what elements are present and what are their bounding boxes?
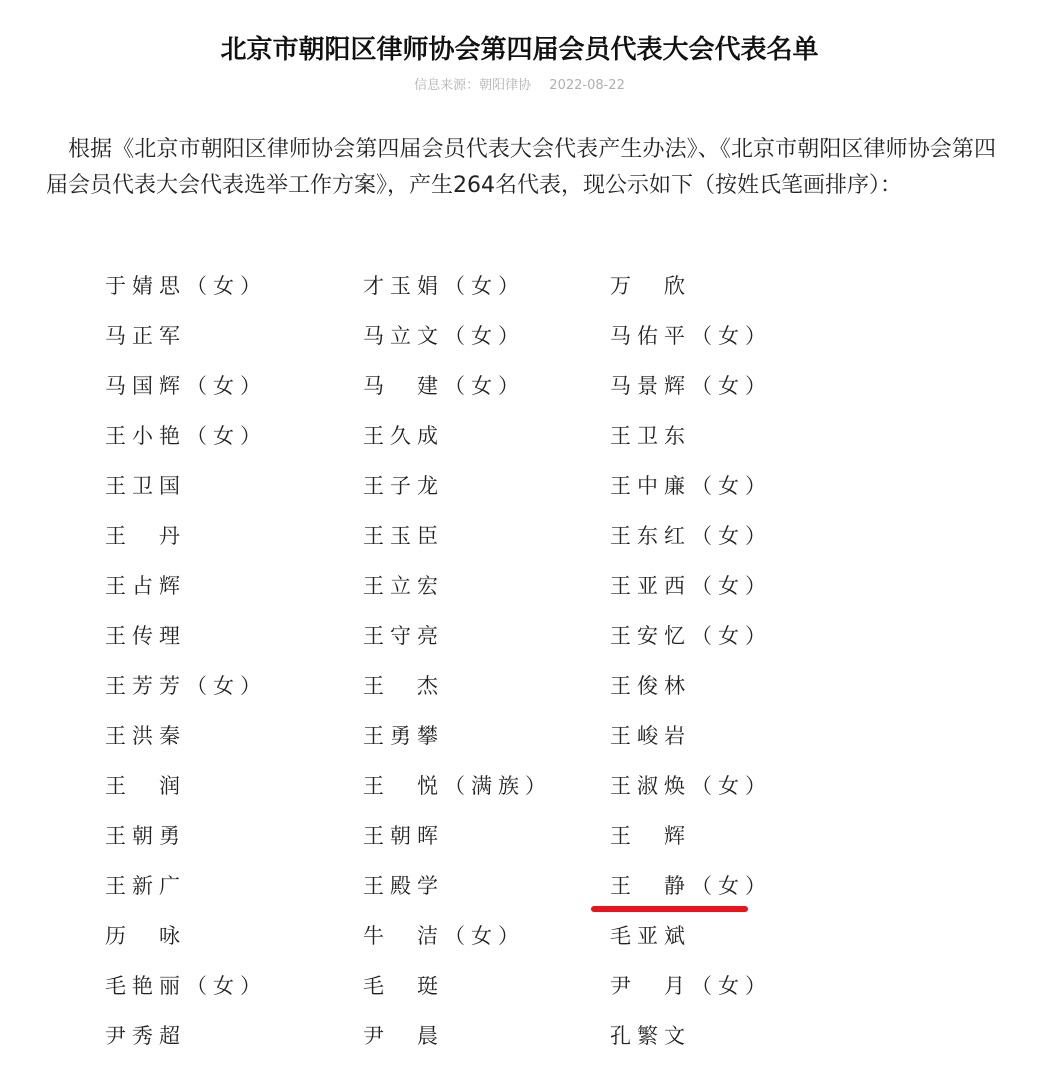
representative-name: 王殿学 <box>363 874 444 898</box>
representative-name: 马 建（女） <box>363 374 525 398</box>
representative-name: 王卫国 <box>105 474 186 498</box>
red-highlight-underline <box>591 906 748 912</box>
article-title: 北京市朝阳区律师协会第四届会员代表大会代表名单 <box>220 35 819 65</box>
representative-name: 才玉娟（女） <box>363 274 525 298</box>
representative-name: 王俊林 <box>610 674 691 698</box>
representative-name: 王卫东 <box>610 424 691 448</box>
representative-name: 王 悦（满族） <box>363 774 552 798</box>
intro-text: 根据《北京市朝阳区律师协会第四届会员代表大会代表产生办法》、《北京市朝阳区律师协会第四届会员代表大会代表选举工作方案》，产生264名代表，现公示如下（按姓氏笔画排序）： <box>46 137 996 198</box>
representative-name: 王亚西（女） <box>610 574 772 598</box>
representative-name: 王 丹 <box>105 524 186 548</box>
representative-name: 孔繁文 <box>610 1024 691 1048</box>
representative-name: 王淑焕（女） <box>610 774 772 798</box>
representative-name: 王峻岩 <box>610 724 691 748</box>
representative-name: 王久成 <box>363 424 444 448</box>
representative-name: 尹秀超 <box>105 1024 186 1048</box>
publish-date: 2022-08-22 <box>549 78 625 93</box>
representative-name: 马景辉（女） <box>610 374 772 398</box>
representative-name: 王守亮 <box>363 624 444 648</box>
representative-name: 毛艳丽（女） <box>105 974 267 998</box>
representative-name: 尹 晨 <box>363 1024 444 1048</box>
representative-name: 王洪秦 <box>105 724 186 748</box>
representative-name: 王 静（女） <box>610 874 772 898</box>
source-label: 信息来源：朝阳律协 <box>414 78 532 93</box>
representative-name: 毛 珽 <box>363 974 444 998</box>
representative-name: 毛亚斌 <box>610 924 691 948</box>
representative-name: 尹 月（女） <box>610 974 772 998</box>
representative-name: 王立宏 <box>363 574 444 598</box>
representative-name: 王安忆（女） <box>610 624 772 648</box>
representative-name: 马正军 <box>105 324 186 348</box>
representative-name: 王子龙 <box>363 474 444 498</box>
representative-name: 王占辉 <box>105 574 186 598</box>
representative-name: 王 杰 <box>363 674 444 698</box>
representative-name: 马佑平（女） <box>610 324 772 348</box>
representative-name: 王朝晖 <box>363 824 444 848</box>
representative-name: 牛 洁（女） <box>363 924 525 948</box>
representative-name: 王中廉（女） <box>610 474 772 498</box>
representative-name: 王新广 <box>105 874 186 898</box>
representative-name: 王 润 <box>105 774 186 798</box>
representative-name: 王传理 <box>105 624 186 648</box>
representative-name: 王小艳（女） <box>105 424 267 448</box>
representative-name: 万 欣 <box>610 274 691 298</box>
article-meta <box>0 77 1039 95</box>
representative-name: 王朝勇 <box>105 824 186 848</box>
representative-name-list <box>105 267 825 1067</box>
representative-name: 于婧思（女） <box>105 274 267 298</box>
representative-name: 王 辉 <box>610 824 691 848</box>
intro-paragraph <box>46 132 996 204</box>
representative-name: 王勇攀 <box>363 724 444 748</box>
representative-name: 马立文（女） <box>363 324 525 348</box>
representative-name: 王芳芳（女） <box>105 674 267 698</box>
representative-name: 王东红（女） <box>610 524 772 548</box>
representative-name: 马国辉（女） <box>105 374 267 398</box>
representative-name: 历 咏 <box>105 924 186 948</box>
representative-name: 王玉臣 <box>363 524 444 548</box>
